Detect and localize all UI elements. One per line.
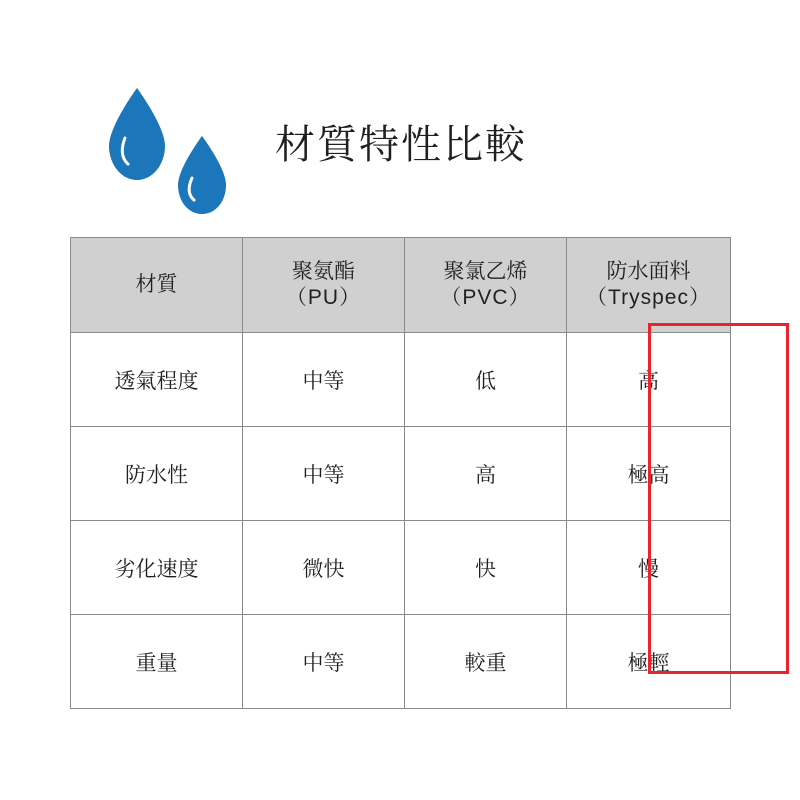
column-header-tryspec-sub: （Tryspec） xyxy=(586,286,711,309)
column-header-pvc-sub: （PVC） xyxy=(440,286,531,309)
page-title: 材質特性比較 xyxy=(275,123,527,167)
cell-weight-pu: 中等 xyxy=(243,615,405,709)
comparison-table xyxy=(70,237,731,709)
cell-weight-tryspec: 極輕 xyxy=(567,615,731,709)
column-header-tryspec xyxy=(567,238,731,333)
cell-breathability-pvc: 低 xyxy=(405,333,567,427)
comparison-table-container xyxy=(70,237,730,709)
column-header-pu xyxy=(243,238,405,333)
cell-breathability-tryspec: 高 xyxy=(567,333,731,427)
table-header-row xyxy=(71,238,731,333)
cell-weight-pvc: 較重 xyxy=(405,615,567,709)
cell-waterproof-pvc: 高 xyxy=(405,427,567,521)
row-label-degradation: 劣化速度 xyxy=(71,521,243,615)
cell-degradation-pu: 微快 xyxy=(243,521,405,615)
table-row xyxy=(71,615,731,709)
row-label-breathability: 透氣程度 xyxy=(71,333,243,427)
header xyxy=(80,78,740,223)
water-drop-group xyxy=(105,86,265,226)
cell-breathability-pu: 中等 xyxy=(243,333,405,427)
cell-degradation-pvc: 快 xyxy=(405,521,567,615)
table-row xyxy=(71,427,731,521)
table-header xyxy=(71,238,731,333)
table-row xyxy=(71,521,731,615)
row-label-weight: 重量 xyxy=(71,615,243,709)
column-header-pvc xyxy=(405,238,567,333)
column-header-material xyxy=(71,238,243,333)
column-header-pu-sub: （PU） xyxy=(285,286,362,309)
column-header-pvc-main: 聚氯乙烯 xyxy=(443,259,528,283)
column-header-tryspec-main: 防水面料 xyxy=(606,259,691,283)
water-drop-large-icon xyxy=(105,86,169,182)
column-header-pu-main: 聚氨酯 xyxy=(292,259,355,283)
table-body xyxy=(71,333,731,709)
row-label-waterproof: 防水性 xyxy=(71,427,243,521)
cell-waterproof-tryspec: 極高 xyxy=(567,427,731,521)
column-header-material-main: 材質 xyxy=(135,272,178,296)
cell-waterproof-pu: 中等 xyxy=(243,427,405,521)
cell-degradation-tryspec: 慢 xyxy=(567,521,731,615)
table-row xyxy=(71,333,731,427)
water-drop-small-icon xyxy=(175,134,229,216)
